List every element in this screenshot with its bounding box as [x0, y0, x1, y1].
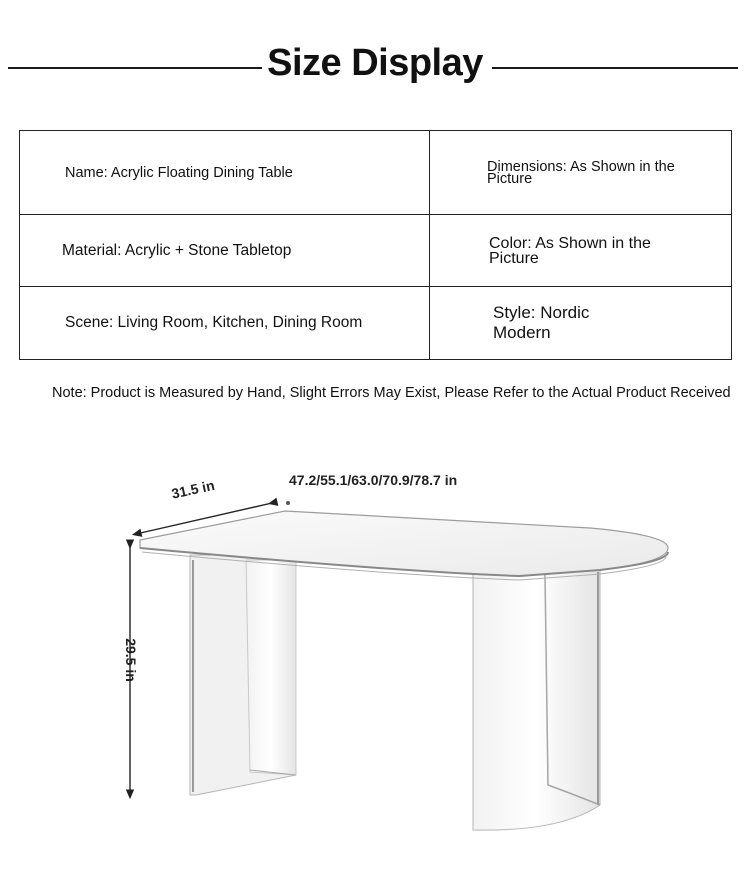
spec-material-text: Material: Acrylic + Stone Tabletop	[62, 241, 292, 259]
spec-cell-material	[20, 215, 430, 287]
spec-row	[20, 215, 732, 287]
spec-row	[20, 131, 732, 215]
spec-cell-name	[20, 131, 430, 215]
spec-cell-style	[430, 287, 732, 360]
spec-scene-text: Scene: Living Room, Kitchen, Dining Room	[65, 314, 363, 331]
spec-name-text: Name: Acrylic Floating Dining Table	[65, 164, 293, 181]
length-marker-dot	[286, 501, 290, 505]
right-acrylic-leg	[473, 570, 600, 830]
spec-style-text: Style: Nordic Modern	[493, 303, 590, 342]
spec-dimensions-text: Dimensions: As Shown in the Picture	[487, 158, 675, 187]
spec-table	[19, 130, 732, 360]
spec-row	[20, 287, 732, 360]
spec-cell-color	[430, 215, 732, 287]
table-product-illustration	[0, 430, 750, 878]
height-dimension-label: 29.5 in	[122, 638, 139, 682]
length-dimension-label: 47.2/55.1/63.0/70.9/78.7 in	[289, 472, 458, 488]
spec-color-text: Color: As Shown in the Picture	[489, 234, 651, 267]
width-dimension-label: 31.5 in	[170, 476, 216, 502]
left-acrylic-leg	[190, 555, 296, 795]
spec-cell-scene	[20, 287, 430, 360]
page-title: Size Display	[267, 42, 483, 84]
spec-cell-dimensions	[430, 131, 732, 215]
measurement-note: Note: Product is Measured by Hand, Slight Errors May Exist, Please Refer to the Actual Product Received	[52, 385, 731, 401]
